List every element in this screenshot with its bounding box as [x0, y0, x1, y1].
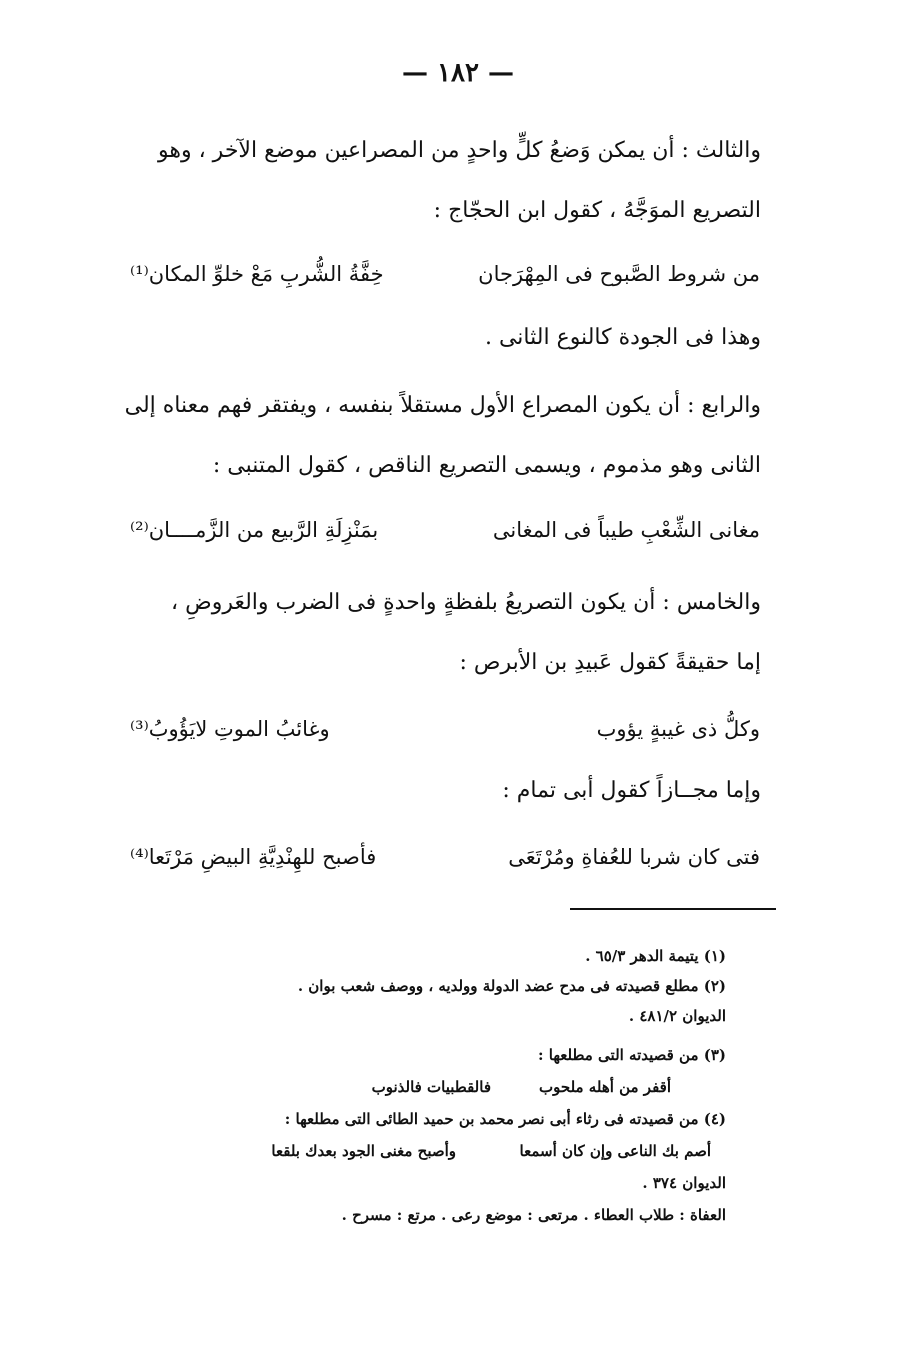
footnote: (٢) مطلع قصيدته فى مدح عضد الدولة وولديه ، ووصف شعب بوان .: [297, 977, 726, 995]
page-number: — ١٨٢ —: [401, 58, 515, 88]
footnote-verse-second: وأصبح مغنى الجود بعدك بلقعا: [271, 1142, 456, 1160]
verse-second-hemistich: فأصبح للهِنْدِيَّةِ البيضِ مَرْتَعا⁽⁴⁾: [130, 845, 377, 869]
verse-first-hemistich: فتى كان شربا للعُفاةِ ومُرْتَعَى: [508, 845, 760, 869]
verse-second-hemistich: خِفَّةُ الشُّربِ مَعْ خلوِّ المكان⁽¹⁾: [130, 262, 384, 286]
footnote: (٤) من قصيدته فى رثاء أبى نصر محمد بن حميد الطائى التى مطلعها :: [284, 1110, 726, 1128]
verse-line: [130, 518, 760, 558]
footnote-verse-second: فالقطبيات فالذنوب: [371, 1078, 491, 1096]
paragraph-line: وإما مجــازاً كقول أبى تمام :: [502, 778, 761, 803]
paragraph-line: الثانى وهو مذموم ، ويسمى التصريع الناقص ، كقول المتنبى :: [212, 453, 761, 478]
verse-line: [130, 845, 760, 885]
footnote: الديوان ٣٧٤ .: [642, 1174, 726, 1192]
paragraph-line: إما حقيقةً كقول عَبيدِ بن الأبرص :: [459, 650, 761, 675]
footnote-separator: [570, 908, 776, 910]
verse-second-hemistich: بمَنْزِلَةِ الرَّبيع من الزَّمــــان⁽²⁾: [130, 518, 379, 542]
paragraph-line: وهذا فى الجودة كالنوع الثانى .: [484, 325, 761, 350]
verse-second-hemistich: وغائبُ الموتِ لايَؤُوبُ⁽³⁾: [130, 717, 330, 741]
footnote: الديوان ٤٨١/٢ .: [628, 1007, 726, 1025]
verse-first-hemistich: مغانى الشِّعْبِ طيباً فى المغانى: [492, 518, 760, 542]
paragraph-line: والرابع : أن يكون المصراع الأول مستقلاً بنفسه ، ويفتقر فهم معناه إلى: [124, 393, 761, 418]
footnote: (١) يتيمة الدهر ٦٥/٣ .: [585, 947, 726, 965]
footnote-verse-first: أصم بك الناعى وإن كان أسمعا: [519, 1142, 711, 1160]
paragraph-line: والثالث : أن يمكن وَضعُ كلٍّ واحدٍ من المصراعين موضع الآخر ، وهو: [158, 138, 761, 163]
verse-line: [130, 262, 760, 302]
verse-first-hemistich: وكلُّ ذى غيبةٍ يؤوب: [596, 717, 760, 741]
footnote-verse-first: أقفر من أهله ملحوب: [539, 1078, 671, 1096]
footnote: (٣) من قصيدته التى مطلعها :: [538, 1046, 726, 1064]
paragraph-line: والخامس : أن يكون التصريعُ بلفظةٍ واحدةٍ فى الضرب والعَروضِ ،: [171, 590, 761, 615]
footnote: العفاة : طلاب العطاء . مرتعى : موضع رعى . مرتع : مسرح .: [341, 1206, 726, 1224]
verse-first-hemistich: من شروط الصَّبوح فى المِهْرَجان: [478, 262, 760, 286]
paragraph-line: التصريع الموَجَّهُ ، كقول ابن الحجّاج :: [433, 198, 761, 223]
verse-line: [130, 717, 760, 757]
